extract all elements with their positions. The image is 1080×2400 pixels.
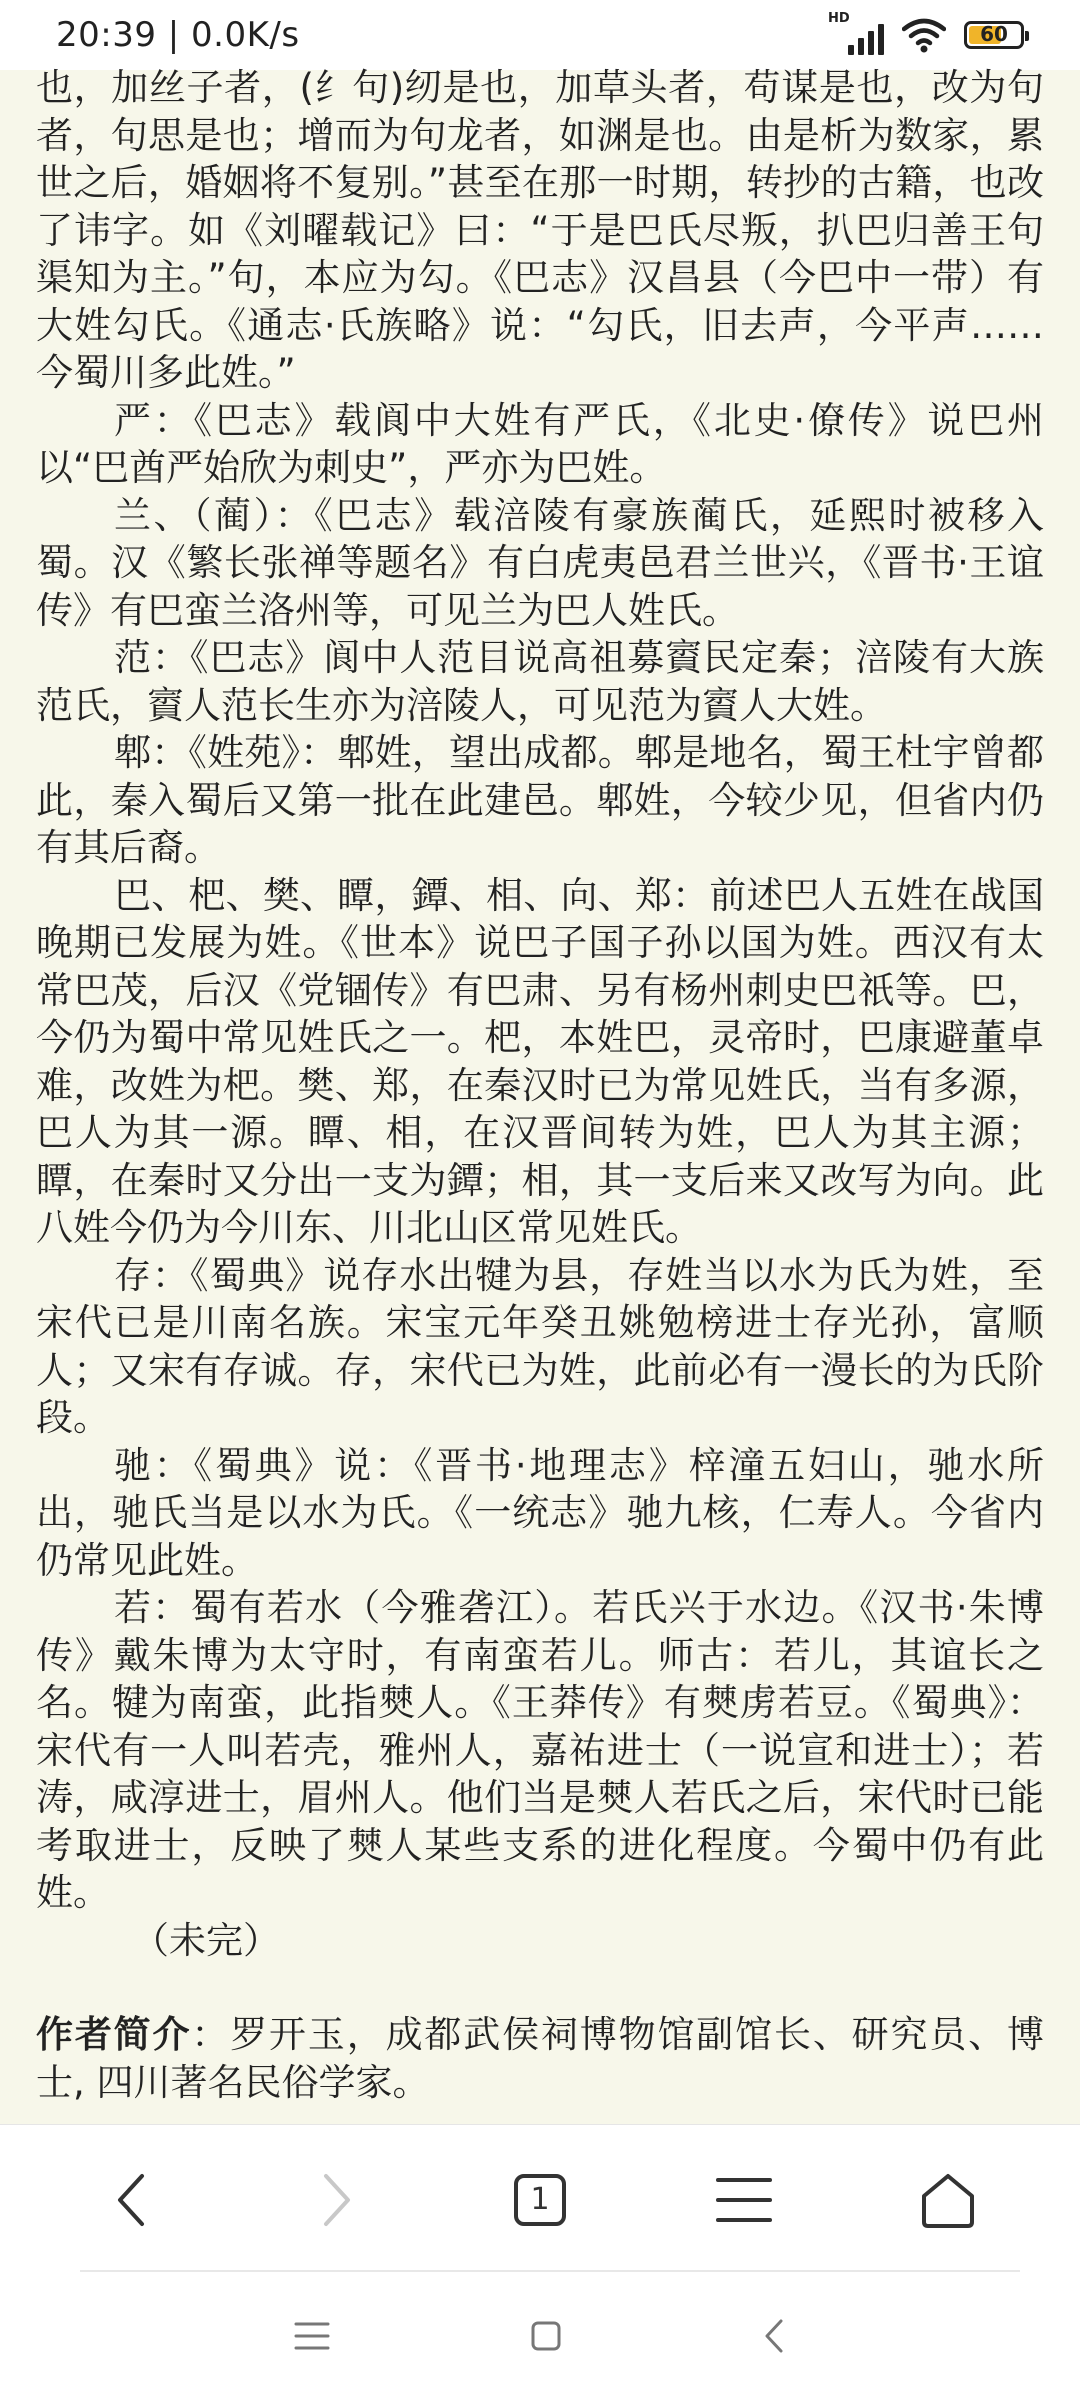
system-back-icon[interactable] (762, 2318, 786, 2354)
author-intro-text: ：罗开玉，成都武侯祠博物馆副馆长、研究员、博士, 四川著名民俗学家。 (36, 2013, 1044, 2104)
system-nav-bar (0, 2272, 1080, 2400)
chevron-right-icon (316, 2172, 356, 2228)
status-time-speed: 20:39 | 0.0K/s (56, 15, 300, 55)
recents-menu-icon[interactable] (294, 2321, 330, 2351)
tab-count-badge: 1 (514, 2174, 566, 2226)
author-intro-label: 作者简介 (36, 2013, 192, 2056)
forward-button[interactable] (281, 2145, 391, 2255)
article-paragraph: 范：《巴志》阆中人范目说高祖募賨民定秦；涪陵有大族范氏，賨人范长生亦为涪陵人，可见范为賨人大姓。 (36, 636, 1044, 727)
article-paragraph: 驰：《蜀典》说：《晋书·地理志》梓潼五妇山，驰水所出，驰氏当是以水为氏。《一统志》驰九核，仁寿人。今省内仍常见此姓。 (36, 1443, 1044, 1582)
back-button[interactable] (77, 2145, 187, 2255)
author-intro (36, 2011, 1044, 2106)
article-paragraph: 巴、杷、樊、瞫，鐔、相、向、郑：前述巴人五姓在战国晚期已发展为姓。《世本》说巴子国子孙以国为姓。西汉有太常巴茂，后汉《党锢传》有巴肃、另有杨州刺史巴祇等。巴，今仍为蜀中常见姓氏之一。杷，本姓巴，灵帝时，巴康避董卓难，改姓为杷。樊、郑，在秦汉时已为常见姓氏，当有多源，巴人为其一源。瞫、相，在汉晋间转为姓，巴人为其主源；瞫，在秦时又分出一支为鐔；相，其一支后来又改写为向。此八姓今仍为今川东、川北山区常见姓氏。 (36, 873, 1044, 1249)
article-paragraph: 兰、（蔺）：《巴志》载涪陵有豪族蔺氏，延熙时被移入蜀。汉《繁长张禅等题名》有白虎夷邑君兰世兴，《晋书·王谊传》有巴蛮兰洛州等，可见兰为巴人姓氏。 (36, 493, 1044, 632)
home-button[interactable] (893, 2145, 1003, 2255)
home-icon (918, 2170, 978, 2230)
to-be-continued-note: （未完） (132, 1918, 280, 1962)
browser-toolbar (0, 2124, 1080, 2274)
hamburger-menu-icon (716, 2176, 772, 2224)
article-paragraph: 郫：《姓苑》：郫姓，望出成都。郫是地名，蜀王杜宇曾都此，秦入蜀后又第一批在此建邑。郫姓，今较少见，但省内仍有其后裔。 (36, 731, 1044, 869)
chevron-left-icon (112, 2172, 152, 2228)
article-body (36, 36, 1044, 2116)
tabs-button[interactable] (485, 2145, 595, 2255)
article-paragraph: 若：蜀有若水（今雅砻江）。若氏兴于水边。《汉书·朱博传》戴朱博为太守时，有南蛮若儿。师古：若儿，其谊长之名。犍为南蛮，此指僰人。《王莽传》有僰虏若豆。《蜀典》：宋代有一人叫若壳，雅州人，嘉祐进士（一说宣和进士）；若涛，咸淳进士，眉州人。他们当是僰人若氏之后，宋代时已能考取进士，反映了僰人某些支系的进化程度。今蜀中仍有此姓。 (36, 1586, 1044, 1914)
hd-label: HD (828, 11, 850, 26)
system-home-icon[interactable] (530, 2320, 562, 2352)
menu-button[interactable] (689, 2145, 799, 2255)
article-paragraph: 严：《巴志》载阆中大姓有严氏，《北史·僚传》说巴州以“巴酋严始欣为刺史”，严亦为巴姓。 (36, 398, 1044, 489)
battery-percent: 60 (980, 22, 1008, 46)
article-paragraph: 也，加丝子者，(纟句)纫是也，加草头者，苟谋是也，改为句者，句思是也；增而为句龙者，如渊是也。由是析为数家，累世之后，婚姻将不复别。”甚至在那一时期，转抄的古籍，也改了讳字。如《刘曜载记》曰：“于是巴氏尽叛，扒巴归善王句渠知为主。”句，本应为勾。《巴志》汉昌县（今巴中一带）有大姓勾氏。《通志·氏族略》说：“勾氏，旧去声，今平声……今蜀川多此姓。” (36, 66, 1044, 394)
article-paragraph: 存：《蜀典》说存水出犍为县，存姓当以水为氏为姓，至宋代已是川南名族。宋宝元年癸丑姚勉榜进士存光孙，富顺人；又宋有存诚。存，宋代已为姓，此前必有一漫长的为氏阶段。 (36, 1253, 1044, 1439)
paragraph-spacer (36, 1964, 1044, 2011)
